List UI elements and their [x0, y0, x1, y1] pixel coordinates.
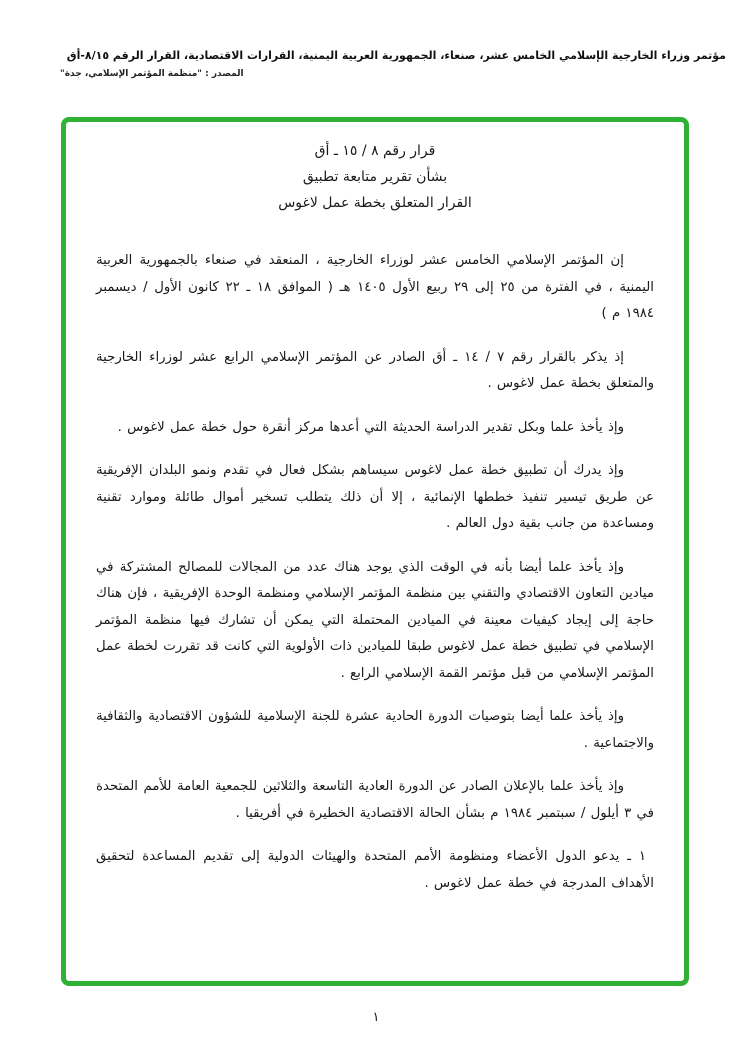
- paragraph-common-interests: وإذ يأخذ علما أيضا بأنه في الوقت الذي يوجد هناك عدد من المجالات للمصالح المشتركة في ميادين التعاون الاقتصادي والتقني بين منظمة المؤتمر الإسلامي ومنظمة الوحدة الإفريقية ، فإن هناك حاجة إلى إيجاد كيفيات معينة في الميادين المحتملة التي يمكن أن تشارك فيها منظمة المؤتمر الإسلامي في تطبيق خطة عمل لاغوس طبقا للميادين ذات الأولوية التي كانت قد تقررت لخطة عمل المؤتمر الإسلامي من قبل مؤتمر القمة الإسلامي الرابع .: [96, 559, 654, 681]
- header-citation: مؤتمر وزراء الخارجية الإسلامي الخامس عشر، صنعاء، الجمهورية العربية اليمنية، القرارات الاقتصادية، القرار الرقم ٨/١٥-أق: [66, 49, 726, 62]
- paragraph-recommendations: وإذ يأخذ علما أيضا بتوصيات الدورة الحادية عشرة للجنة الإسلامية للشؤون الاقتصادية والثقافية والاجتماعية .: [96, 709, 654, 751]
- paragraph-preamble: إن المؤتمر الإسلامي الخامس عشر لوزراء الخارجية ، المنعقد في صنعاء بالجمهورية العربية اليمنية ، في الفترة من ٢٥ إلى ٢٩ ربيع الأول ١٤٠٥ هـ ( الموافق ١٨ ـ ٢٢ كانون الأول / ديسمبر ١٩٨٤ م ): [96, 253, 654, 321]
- title-line-number: قرار رقم ٨ / ١٥ ـ أق: [314, 143, 436, 159]
- resolution-body: [66, 122, 684, 897]
- resolution-title: [96, 138, 654, 216]
- paragraph-recall: إذ يذكر بالقرار رقم ٧ / ١٤ ـ أق الصادر عن المؤتمر الإسلامي الرابع عشر لوزراء الخارجية والمتعلق بخطة عمل لاغوس .: [96, 349, 654, 391]
- header-source: المصدر : "منظمة المؤتمر الإسلامي، جدة": [60, 69, 244, 79]
- paragraph-noting-study: وإذ يأخذ علما وبكل تقدير الدراسة الحديثة التي أعدها مركز أنقرة حول خطة عمل لاغوس .: [117, 419, 624, 435]
- resolution-frame: [61, 117, 689, 986]
- title-line-topic: القرار المتعلق بخطة عمل لاغوس: [278, 195, 472, 211]
- paragraph-aware: وإذ يدرك أن تطبيق خطة عمل لاغوس سيساهم بشكل فعال في تقدم ونمو البلدان الإفريقية عن طريق تيسير تنفيذ خططها الإنمائية ، إلا أن ذلك يتطلب تسخير أموال طائلة وموارد تقنية ومساعدة من جانب بقية دول العالم .: [96, 463, 654, 531]
- document-header: [26, 48, 726, 79]
- title-line-subject: بشأن تقرير متابعة تطبيق: [302, 169, 448, 185]
- page-number: ١: [372, 1010, 380, 1025]
- operative-paragraph-1: ١ ـ يدعو الدول الأعضاء ومنظومة الأمم المتحدة والهيئات الدولية إلى تقديم المساعدة لتحقيق الأهداف المدرجة في خطة عمل لاغوس .: [96, 849, 654, 891]
- paragraph-declaration: وإذ يأخذ علما بالإعلان الصادر عن الدورة العادية التاسعة والثلاثين للجمعية العامة للأمم المتحدة في ٣ أيلول / سبتمبر ١٩٨٤ م بشأن الحالة الاقتصادية الخطيرة في أفريقيا .: [96, 779, 654, 821]
